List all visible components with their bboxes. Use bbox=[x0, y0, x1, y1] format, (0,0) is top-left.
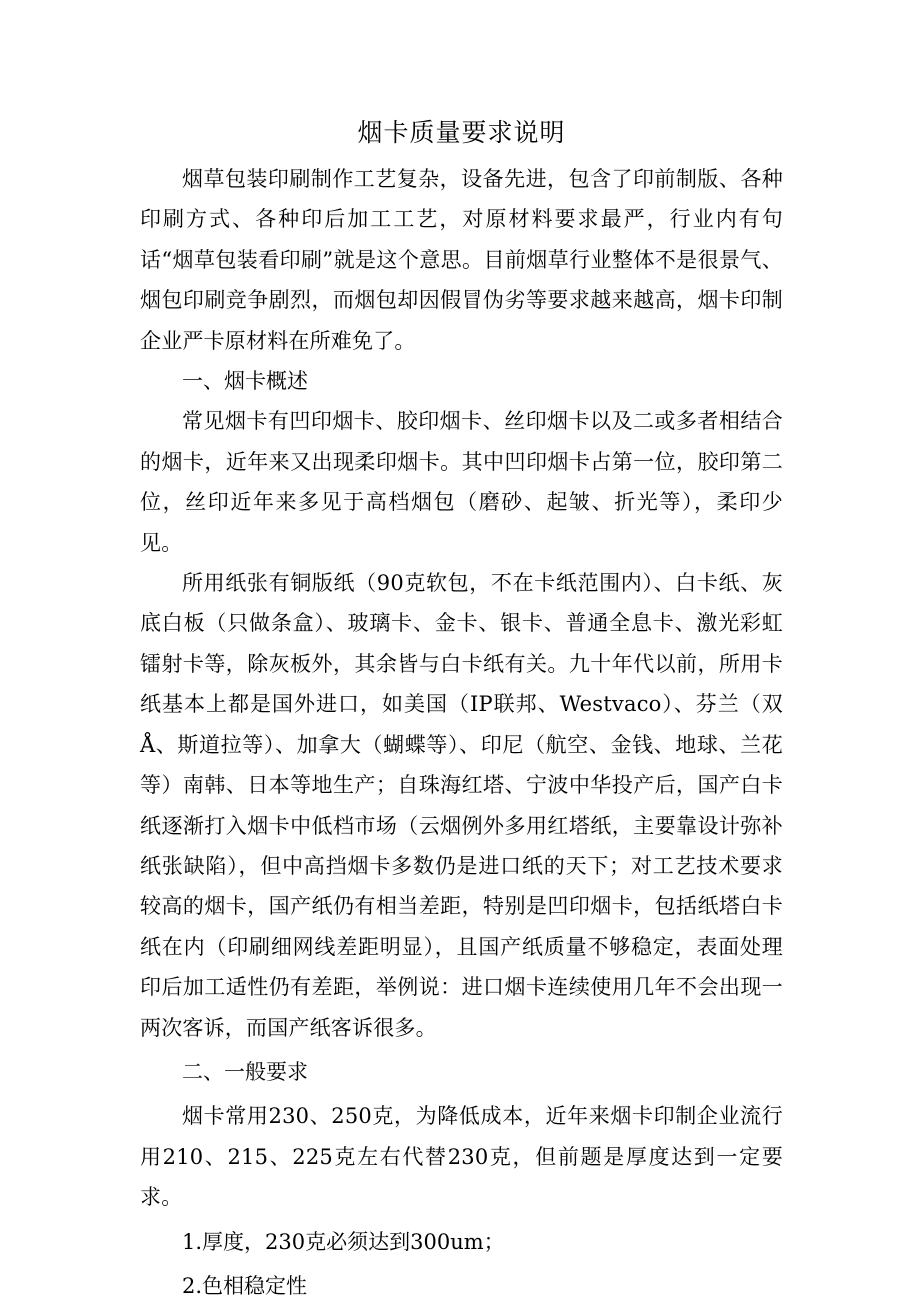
document-page bbox=[140, 113, 783, 1306]
general-paragraph: 烟卡常用230、250克，为降低成本，近年来烟卡印制企业流行用210、215、225克左右代替230克，但前题是厚度达到一定要求。 bbox=[140, 1104, 783, 1210]
overview-paragraph: 常见烟卡有凹印烟卡、胶印烟卡、丝印烟卡以及二或多者相结合的烟卡，近年来又出现柔印烟卡。其中凹印烟卡占第一位，胶印第二位，丝印近年来多见于高档烟包（磨砂、起皱、折光等），柔印少见。 bbox=[140, 409, 783, 555]
document-title: 烟卡质量要求说明 bbox=[357, 118, 566, 147]
list-item-color-stability: 2.色相稳定性 bbox=[182, 1273, 308, 1298]
list-item-thickness: 1.厚度，230克必须达到300um； bbox=[182, 1229, 505, 1254]
section-heading-overview: 一、烟卡概述 bbox=[182, 369, 308, 394]
intro-paragraph: 烟草包装印刷制作工艺复杂，设备先进，包含了印前制版、各种印刷方式、各种印后加工工艺，对原材料要求最严，行业内有句话“烟草包装看印刷”就是这个意思。目前烟草行业整体不是很景气、烟包印刷竞争剧烈，而烟包却因假冒伪劣等要求越来越高，烟卡印制企业严卡原材料在所难免了。 bbox=[140, 167, 783, 353]
section-heading-general: 二、一般要求 bbox=[182, 1059, 308, 1084]
paper-types-paragraph: 所用纸张有铜版纸（90克软包，不在卡纸范围内）、白卡纸、灰底白板（只做条盒）、玻璃卡、金卡、银卡、普通全息卡、激光彩虹镭射卡等，除灰板外，其余皆与白卡纸有关。九十年代以前，所用卡纸基本上都是国外进口，如美国（IP联邦、Westvaco）、芬兰（双Å、斯道拉等）、加拿大（蝴蝶等）、印尼（航空、金钱、地球、兰花等）南韩、日本等地生产；自珠海红塔、宁波中华投产后，国产白卡纸逐渐打入烟卡中低档市场（云烟例外多用红塔纸，主要靠设计弥补纸张缺陷），但中高挡烟卡多数仍是进口纸的天下；对工艺技术要求较高的烟卡，国产纸仍有相当差距，特别是凹印烟卡，包括纸塔白卡纸在内（印刷细网线差距明显），且国产纸质量不够稳定，表面处理印后加工适性仍有差距，举例说：进口烟卡连续使用几年不会出现一两次客诉，而国产纸客诉很多。 bbox=[140, 571, 783, 1040]
